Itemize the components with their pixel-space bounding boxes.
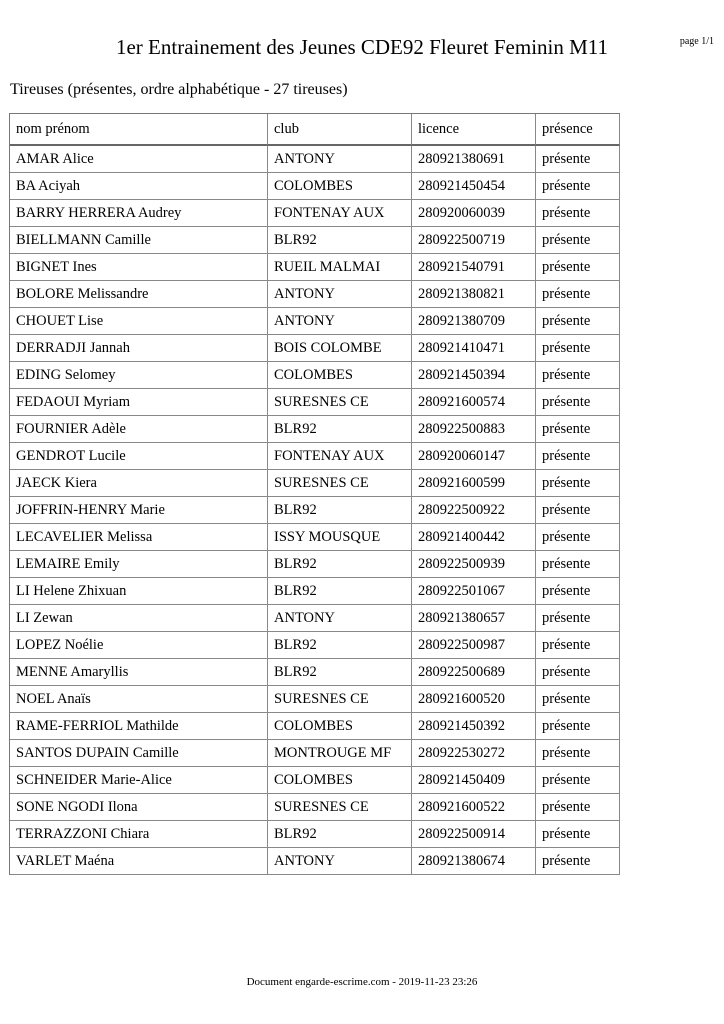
cell-name: FOURNIER Adèle — [10, 416, 268, 443]
table-row — [10, 254, 620, 281]
cell-name: NOEL Anaïs — [10, 686, 268, 713]
cell-licence: 280921450409 — [412, 767, 536, 794]
cell-club: BOIS COLOMBE — [268, 335, 412, 362]
cell-presence: présente — [536, 416, 620, 443]
cell-club: COLOMBES — [268, 713, 412, 740]
cell-presence: présente — [536, 713, 620, 740]
cell-presence: présente — [536, 794, 620, 821]
cell-name: DERRADJI Jannah — [10, 335, 268, 362]
cell-presence: présente — [536, 308, 620, 335]
cell-club: BLR92 — [268, 416, 412, 443]
table-header-row — [10, 114, 620, 146]
cell-licence: 280921540791 — [412, 254, 536, 281]
table-row — [10, 308, 620, 335]
table-row — [10, 767, 620, 794]
document-title: 1er Entrainement des Jeunes CDE92 Fleuret Feminin M11 — [115, 35, 609, 59]
cell-licence: 280922500719 — [412, 227, 536, 254]
cell-club: BLR92 — [268, 659, 412, 686]
table-row — [10, 470, 620, 497]
cell-club: BLR92 — [268, 551, 412, 578]
cell-licence: 280921450394 — [412, 362, 536, 389]
cell-presence: présente — [536, 281, 620, 308]
cell-club: COLOMBES — [268, 173, 412, 200]
cell-club: ANTONY — [268, 848, 412, 875]
cell-presence: présente — [536, 497, 620, 524]
table-row — [10, 389, 620, 416]
cell-club: ISSY MOUSQUE — [268, 524, 412, 551]
cell-name: EDING Selomey — [10, 362, 268, 389]
table-row — [10, 605, 620, 632]
cell-licence: 280921600599 — [412, 470, 536, 497]
cell-presence: présente — [536, 470, 620, 497]
table-row — [10, 443, 620, 470]
page-number: page 1/1 — [679, 36, 714, 47]
table-row — [10, 173, 620, 200]
cell-licence: 280921410471 — [412, 335, 536, 362]
cell-licence: 280921450392 — [412, 713, 536, 740]
cell-presence: présente — [536, 767, 620, 794]
cell-name: GENDROT Lucile — [10, 443, 268, 470]
cell-presence: présente — [536, 200, 620, 227]
cell-licence: 280922501067 — [412, 578, 536, 605]
table-row — [10, 686, 620, 713]
cell-licence: 280921380709 — [412, 308, 536, 335]
cell-presence: présente — [536, 605, 620, 632]
cell-name: LECAVELIER Melissa — [10, 524, 268, 551]
cell-presence: présente — [536, 632, 620, 659]
cell-club: ANTONY — [268, 146, 412, 173]
cell-licence: 280921380821 — [412, 281, 536, 308]
table-row — [10, 740, 620, 767]
header-name: nom prénom — [10, 114, 268, 146]
cell-name: MENNE Amaryllis — [10, 659, 268, 686]
header-licence: licence — [412, 114, 536, 146]
cell-club: SURESNES CE — [268, 686, 412, 713]
cell-licence: 280921600520 — [412, 686, 536, 713]
cell-licence: 280921450454 — [412, 173, 536, 200]
cell-club: ANTONY — [268, 605, 412, 632]
cell-club: ANTONY — [268, 308, 412, 335]
cell-name: LI Helene Zhixuan — [10, 578, 268, 605]
cell-name: BARRY HERRERA Audrey — [10, 200, 268, 227]
cell-name: BA Aciyah — [10, 173, 268, 200]
header-club: club — [268, 114, 412, 146]
table-row — [10, 821, 620, 848]
cell-club: SURESNES CE — [268, 470, 412, 497]
cell-name: BOLORE Melissandre — [10, 281, 268, 308]
cell-club: FONTENAY AUX — [268, 200, 412, 227]
cell-presence: présente — [536, 740, 620, 767]
table-row — [10, 281, 620, 308]
cell-club: BLR92 — [268, 821, 412, 848]
section-subtitle: Tireuses (présentes, ordre alphabétique - 27 tireuses) — [10, 81, 348, 98]
table-body — [10, 146, 620, 875]
header-presence: présence — [536, 114, 620, 146]
table-row — [10, 497, 620, 524]
table-row — [10, 416, 620, 443]
cell-presence: présente — [536, 173, 620, 200]
table-row — [10, 848, 620, 875]
cell-name: TERRAZZONI Chiara — [10, 821, 268, 848]
cell-licence: 280922500939 — [412, 551, 536, 578]
cell-licence: 280922500883 — [412, 416, 536, 443]
cell-presence: présente — [536, 686, 620, 713]
cell-name: RAME-FERRIOL Mathilde — [10, 713, 268, 740]
table-row — [10, 146, 620, 173]
cell-name: LEMAIRE Emily — [10, 551, 268, 578]
cell-presence: présente — [536, 821, 620, 848]
cell-licence: 280922500922 — [412, 497, 536, 524]
cell-name: SONE NGODI Ilona — [10, 794, 268, 821]
cell-name: VARLET Maéna — [10, 848, 268, 875]
table-row — [10, 713, 620, 740]
cell-licence: 280922500689 — [412, 659, 536, 686]
cell-club: BLR92 — [268, 497, 412, 524]
table-row — [10, 578, 620, 605]
cell-presence: présente — [536, 551, 620, 578]
cell-name: SCHNEIDER Marie-Alice — [10, 767, 268, 794]
cell-club: FONTENAY AUX — [268, 443, 412, 470]
cell-presence: présente — [536, 578, 620, 605]
cell-licence: 280921380674 — [412, 848, 536, 875]
cell-presence: présente — [536, 659, 620, 686]
cell-presence: présente — [536, 227, 620, 254]
table-row — [10, 632, 620, 659]
cell-club: BLR92 — [268, 578, 412, 605]
cell-club: COLOMBES — [268, 362, 412, 389]
cell-presence: présente — [536, 389, 620, 416]
cell-name: FEDAOUI Myriam — [10, 389, 268, 416]
table-row — [10, 335, 620, 362]
cell-club: SURESNES CE — [268, 794, 412, 821]
table-row — [10, 227, 620, 254]
table-row — [10, 200, 620, 227]
cell-presence: présente — [536, 146, 620, 173]
cell-name: JAECK Kiera — [10, 470, 268, 497]
table-row — [10, 794, 620, 821]
cell-licence: 280922500914 — [412, 821, 536, 848]
cell-presence: présente — [536, 335, 620, 362]
cell-licence: 280921600522 — [412, 794, 536, 821]
cell-presence: présente — [536, 848, 620, 875]
cell-name: BIGNET Ines — [10, 254, 268, 281]
cell-presence: présente — [536, 362, 620, 389]
cell-club: RUEIL MALMAI — [268, 254, 412, 281]
cell-name: LI Zewan — [10, 605, 268, 632]
cell-club: MONTROUGE MF — [268, 740, 412, 767]
cell-name: BIELLMANN Camille — [10, 227, 268, 254]
cell-name: CHOUET Lise — [10, 308, 268, 335]
cell-name: LOPEZ Noélie — [10, 632, 268, 659]
cell-club: COLOMBES — [268, 767, 412, 794]
cell-name: JOFFRIN-HENRY Marie — [10, 497, 268, 524]
cell-licence: 280921600574 — [412, 389, 536, 416]
table-row — [10, 362, 620, 389]
cell-licence: 280920060147 — [412, 443, 536, 470]
cell-presence: présente — [536, 443, 620, 470]
table-row — [10, 524, 620, 551]
table-row — [10, 551, 620, 578]
cell-club: BLR92 — [268, 632, 412, 659]
cell-name: AMAR Alice — [10, 146, 268, 173]
cell-presence: présente — [536, 254, 620, 281]
cell-presence: présente — [536, 524, 620, 551]
cell-club: SURESNES CE — [268, 389, 412, 416]
cell-licence: 280921380691 — [412, 146, 536, 173]
cell-name: SANTOS DUPAIN Camille — [10, 740, 268, 767]
cell-club: BLR92 — [268, 227, 412, 254]
fencer-table — [9, 113, 620, 875]
cell-licence: 280921400442 — [412, 524, 536, 551]
cell-licence: 280922500987 — [412, 632, 536, 659]
cell-licence: 280920060039 — [412, 200, 536, 227]
cell-licence: 280922530272 — [412, 740, 536, 767]
table-row — [10, 659, 620, 686]
cell-club: ANTONY — [268, 281, 412, 308]
cell-licence: 280921380657 — [412, 605, 536, 632]
document-footer: Document engarde-escrime.com - 2019-11-23 23:26 — [246, 976, 478, 988]
